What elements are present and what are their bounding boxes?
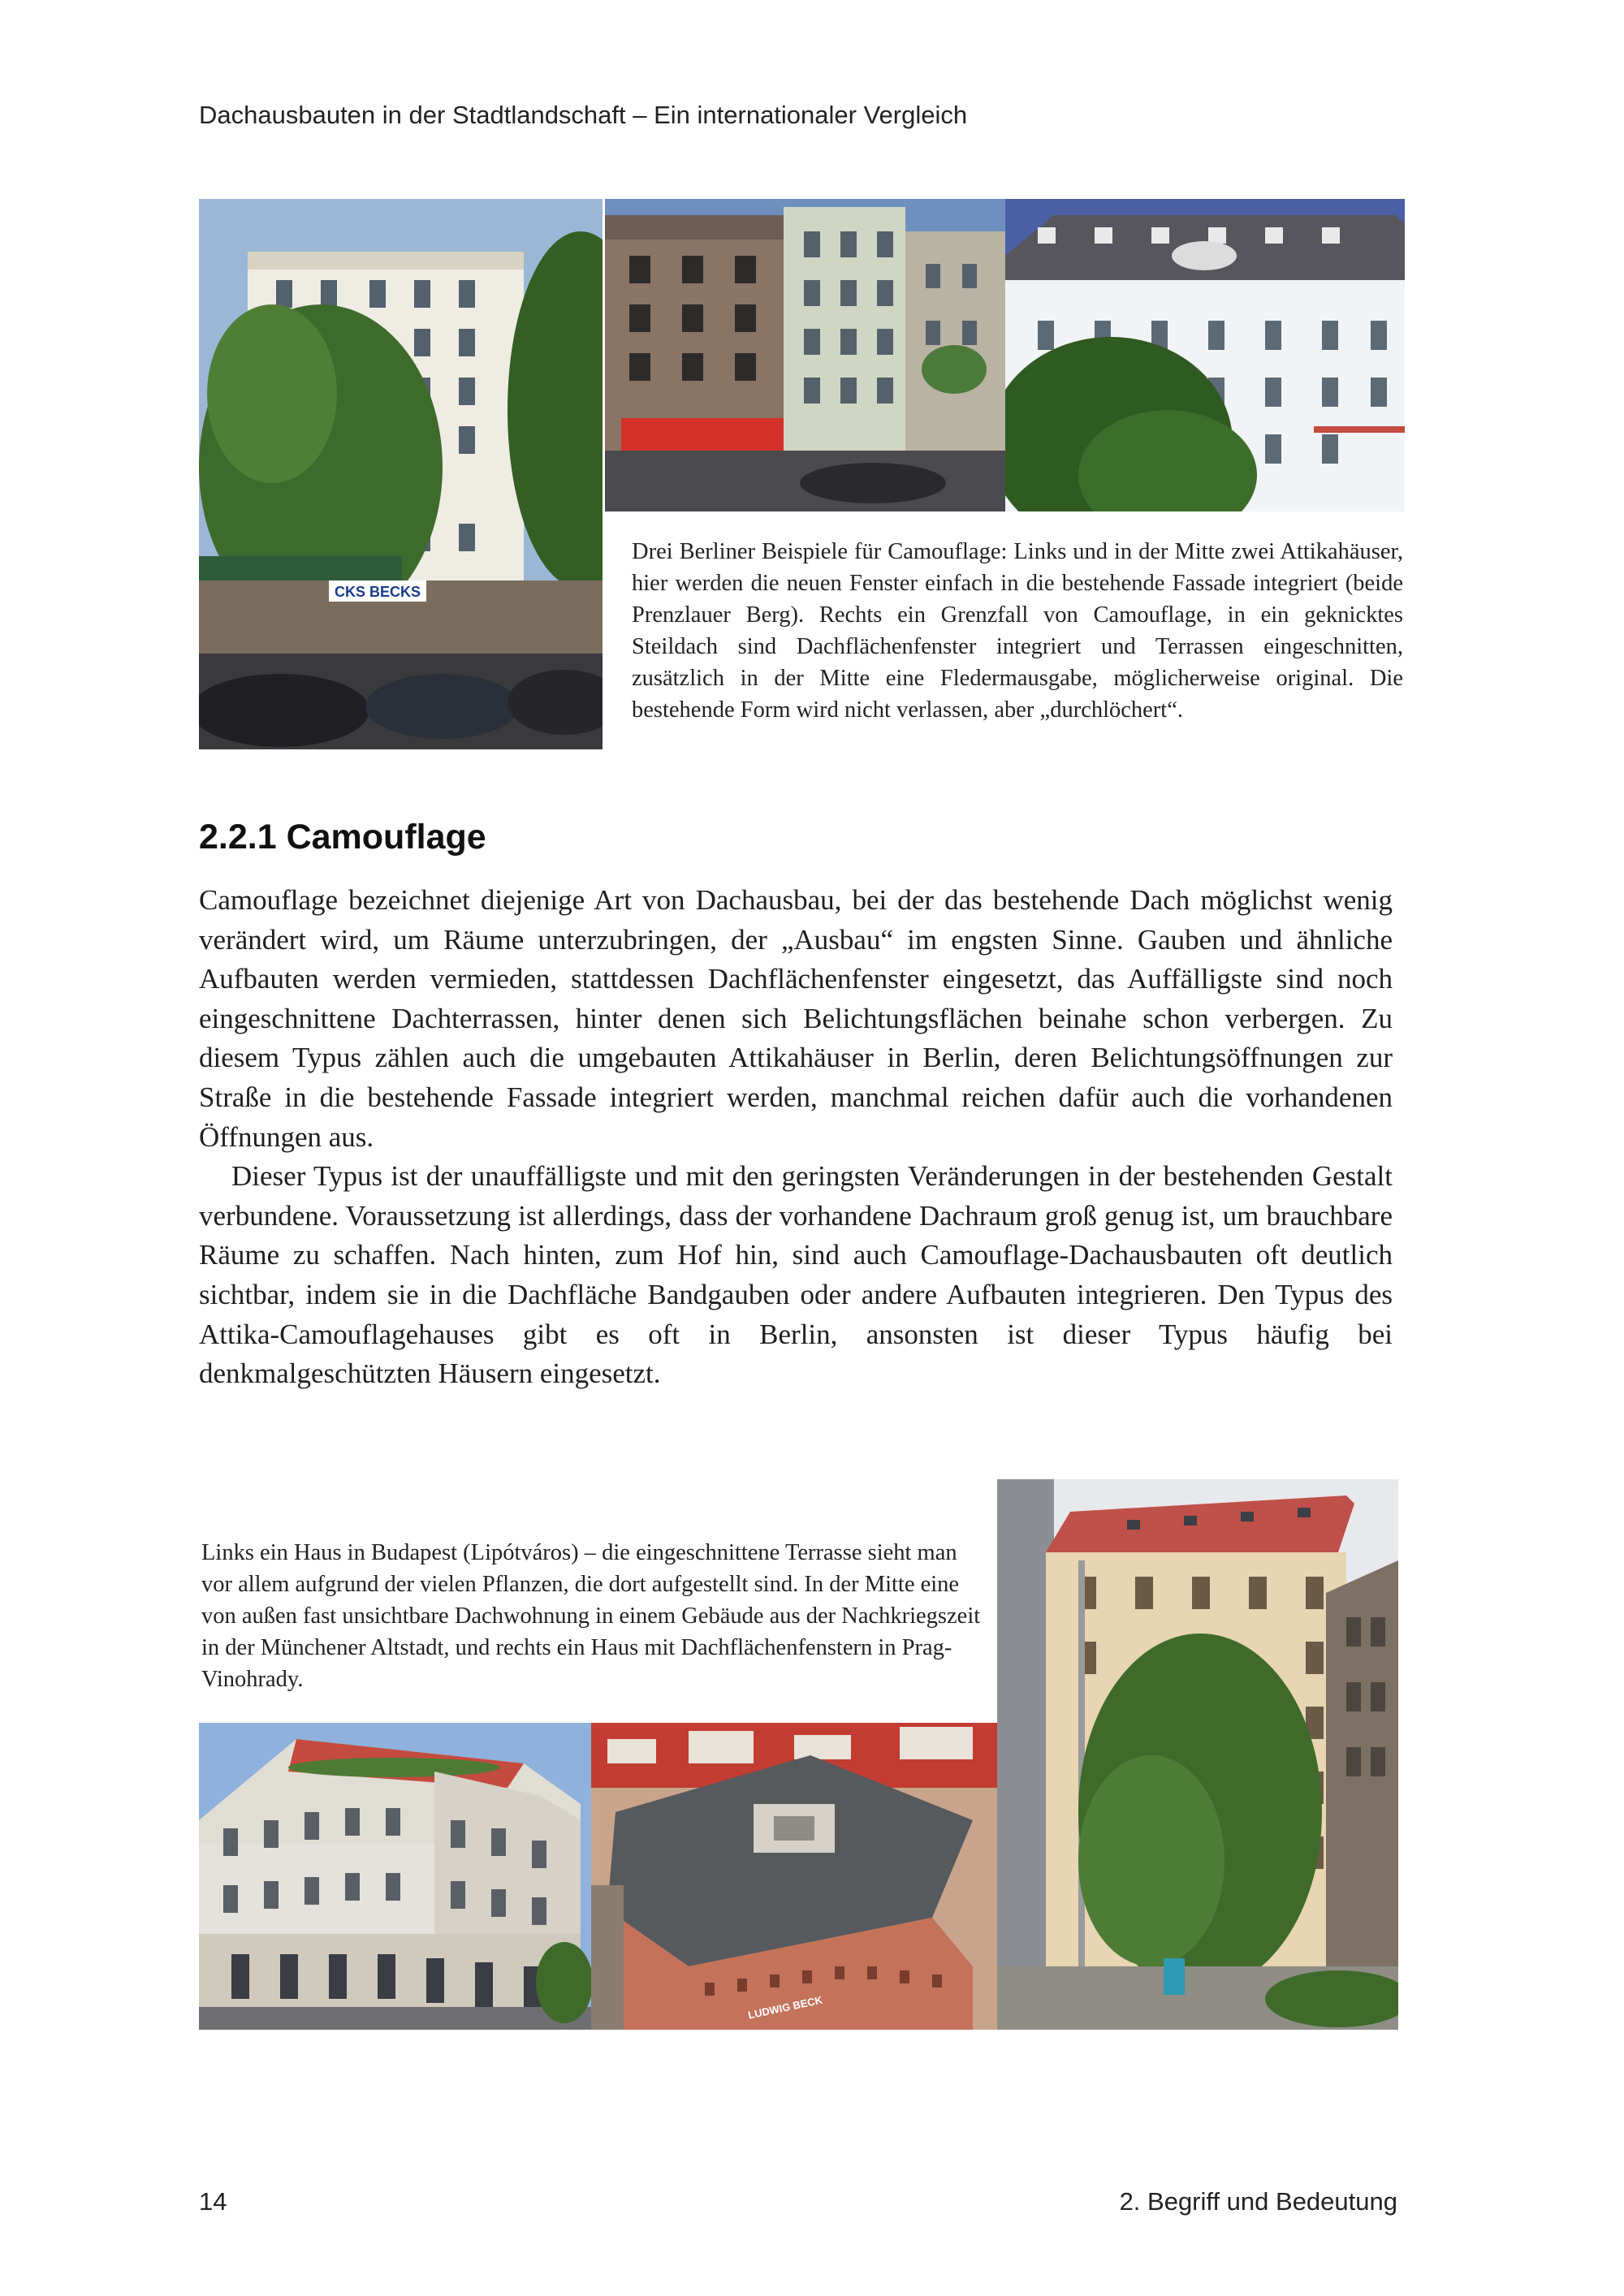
photo-berlin-steep-roof-terraces bbox=[1005, 199, 1405, 511]
section-body bbox=[199, 881, 1393, 1394]
top-figure-caption bbox=[632, 536, 1403, 726]
photo-budapest-lipotvaros-house bbox=[199, 1723, 591, 2030]
top-caption-text: Drei Berliner Beispiele für Camouflage: Links und in der Mitte zwei Attikahäuser, hier werden die neuen Fenster einfach in die bestehende Fassade integriert (beide Prenzlauer Berg). Rechts ein Grenzfall von Camouflage, in ein geknicktes Steildach sind Dachflächenfenster integriert und Terrassen eingeschnitten, zusätzlich in der Mitte eine Fledermausgabe, möglicherweise original. Die bestehende Form wird nicht verlassen, aber „durchlöchert“. bbox=[632, 539, 1403, 723]
body-paragraph: Dieser Typus ist der unauffälligste und mit den geringsten Veränderungen in der bestehenden Gestalt verbundene. Voraussetzung ist allerdings, dass der vorhandene Dachraum groß genug ist, um brauchbare Räume zu schaffen. Nach hinten, zum Hof hin, sind auch Camouflage-Dachausbauten oft deutlich sichtbar, indem sie in die Dachfläche Bandgauben oder andere Aufbauten integrieren. Den Typus des Attika-Camouflagehauses gibt es oft in Berlin, ansonsten ist dieser Typus häufig bei denkmalgeschützten Häusern eingesetzt. bbox=[199, 1160, 1393, 1390]
photo-berlin-corner-building bbox=[199, 199, 603, 749]
running-header: Dachausbauten in der Stadtlandschaft – Ein internationaler Vergleich bbox=[199, 101, 968, 129]
photo-munich-altstadt-building bbox=[591, 1723, 997, 2030]
chapter-footer: 2. Begriff und Bedeutung bbox=[1119, 2187, 1397, 2216]
photo-berlin-attika-houses bbox=[605, 199, 1005, 511]
section-heading: 2.2.1 Camouflage bbox=[199, 818, 486, 857]
bottom-figure-caption bbox=[201, 1537, 985, 1695]
body-paragraph: Camouflage bezeichnet diejenige Art von Dachausbau, bei der das bestehende Dach möglichst wenig verändert wird, um Räume unterzubringen, der „Ausbau“ im engsten Sinne. Gauben und ähnliche Aufbauten werden vermieden, stattdessen Dachflächenfenster eingesetzt, das Auffälligste sind noch eingeschnittene Dachterrassen, hinter denen sich Belichtungsflächen beinahe schon verbergen. Zu diesem Typus zählen auch die umgebauten Attikahäuser in Berlin, deren Belichtungsöffnungen zur Straße in die bestehende Fassade integriert werden, manchmal reichen dafür auch die vorhandenen Öffnungen aus. bbox=[199, 884, 1393, 1153]
page-number: 14 bbox=[199, 2187, 227, 2216]
bottom-caption-text: Links ein Haus in Budapest (Lipótváros) – die eingeschnittene Terrasse sieht man vor allem aufgrund der vielen Pflanzen, die dort aufgestellt sind. In der Mitte eine von außen fast unsichtbare Dachwohnung in einem Gebäude aus der Nachkriegszeit in der Münchener Altstadt, und rechts ein Haus mit Dachflächenfenstern in Prag-Vinohrady. bbox=[201, 1540, 981, 1692]
photo-prague-vinohrady-house bbox=[997, 1479, 1398, 2030]
ludwig-beck-sign: LUDWIG BECK bbox=[746, 1993, 824, 2022]
becks-sign: CKS BECKS bbox=[334, 584, 421, 600]
